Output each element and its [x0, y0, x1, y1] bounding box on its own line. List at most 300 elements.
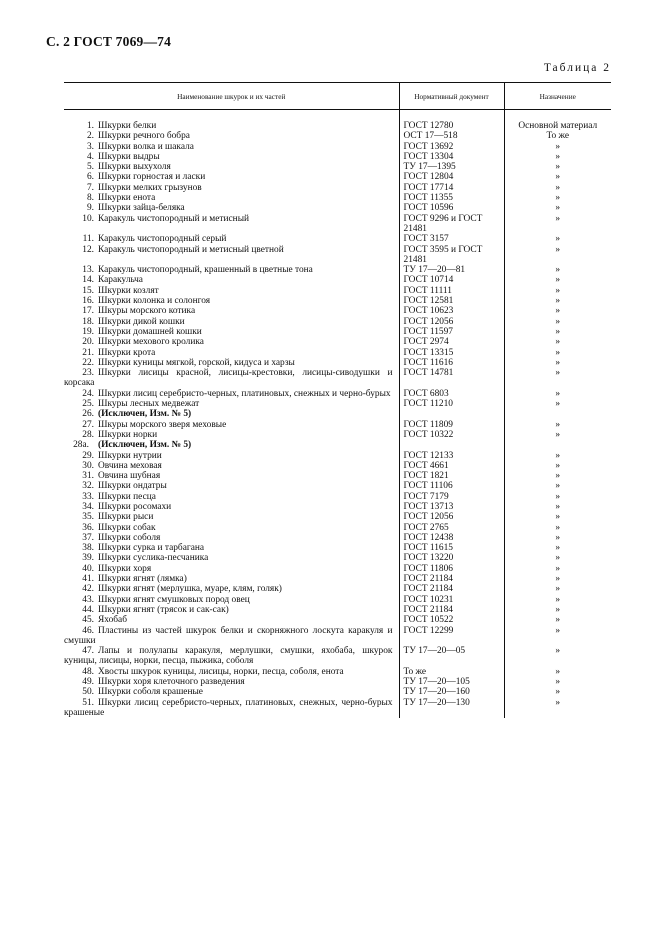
cell-name	[64, 430, 399, 440]
item-name: Шкурки мелких грызунов	[98, 182, 202, 193]
row-number: 31.	[82, 471, 94, 482]
cell-document: ГОСТ 4661	[399, 461, 504, 471]
item-name: Шкурки ондатры	[98, 481, 167, 492]
cell-document: ГОСТ 12133	[399, 451, 504, 461]
item-name: (Исключен, Изм. № 5)	[98, 409, 192, 420]
cell-purpose: »	[504, 502, 611, 512]
row-number: 26.	[82, 409, 94, 420]
table-row	[64, 162, 611, 172]
table-row	[64, 687, 611, 697]
cell-name	[64, 348, 399, 358]
cell-document: ТУ 17—20—05	[399, 646, 504, 667]
cell-name	[64, 420, 399, 430]
cell-purpose: »	[504, 471, 611, 481]
cell-name	[64, 203, 399, 213]
cell-name	[64, 110, 399, 132]
row-number: 21.	[82, 347, 94, 358]
cell-document: ГОСТ 12780	[399, 110, 504, 132]
row-number: 43.	[82, 594, 94, 605]
row-number: 9.	[86, 203, 94, 214]
row-number: 28а.	[73, 440, 89, 451]
item-name: Шкуры морского котика	[98, 306, 196, 317]
table-body	[64, 110, 611, 719]
row-number: 25.	[82, 399, 94, 410]
cell-purpose: »	[504, 451, 611, 461]
cell-document: ГОСТ 11106	[399, 481, 504, 491]
item-name: Шкурки ягнят (лямка)	[98, 574, 187, 585]
item-name: Шкурки хоря клеточного разведения	[98, 677, 245, 688]
cell-purpose: »	[504, 142, 611, 152]
cell-name	[64, 152, 399, 162]
cell-name	[64, 440, 399, 450]
row-number: 10.	[82, 213, 94, 224]
cell-document: ОСТ 17—518	[399, 131, 504, 141]
row-number: 51.	[82, 697, 94, 708]
cell-purpose: »	[504, 348, 611, 358]
cell-name	[64, 502, 399, 512]
table-row	[64, 451, 611, 461]
row-number: 16.	[82, 296, 94, 307]
cell-purpose: »	[504, 430, 611, 440]
row-number: 2.	[86, 131, 94, 142]
cell-document: ТУ 17—20—160	[399, 687, 504, 697]
table-row	[64, 317, 611, 327]
table-row	[64, 564, 611, 574]
cell-purpose: »	[504, 492, 611, 502]
cell-document: ГОСТ 6803	[399, 389, 504, 399]
item-name: Шкурки колонка и солонгоя	[98, 296, 211, 307]
item-name: Шкурки дикой кошки	[98, 316, 185, 327]
cell-purpose: »	[504, 574, 611, 584]
row-number: 37.	[82, 532, 94, 543]
table-row	[64, 172, 611, 182]
row-number: 23.	[82, 368, 94, 379]
cell-name	[64, 368, 399, 389]
item-name: Шкурки волка и шакала	[98, 141, 194, 152]
cell-purpose: »	[504, 358, 611, 368]
cell-document: ГОСТ 11111	[399, 286, 504, 296]
row-number: 11.	[82, 234, 94, 245]
cell-purpose: »	[504, 234, 611, 244]
table-row	[64, 337, 611, 347]
cell-document: ГОСТ 10714	[399, 275, 504, 285]
cell-document: ТУ 17—20—105	[399, 677, 504, 687]
table-row	[64, 430, 611, 440]
item-name: Шкурки лисицы красной, лисицы-крестовки, лисицы-сиводушки и корсака	[64, 368, 393, 389]
cell-document: ГОСТ 3595 и ГОСТ 21481	[399, 245, 504, 266]
table-header-row	[64, 83, 611, 110]
row-number: 8.	[86, 193, 94, 204]
cell-document	[399, 440, 504, 450]
cell-document: ГОСТ 17714	[399, 183, 504, 193]
row-number: 17.	[82, 306, 94, 317]
cell-purpose: »	[504, 646, 611, 667]
cell-document: ГОСТ 10623	[399, 306, 504, 316]
cell-purpose: »	[504, 172, 611, 182]
cell-purpose: »	[504, 214, 611, 235]
cell-document: ГОСТ 10522	[399, 615, 504, 625]
cell-purpose: »	[504, 265, 611, 275]
row-number: 41.	[82, 574, 94, 585]
item-name: Шкурки козлят	[98, 285, 159, 296]
cell-document	[399, 409, 504, 419]
row-number: 12.	[82, 244, 94, 255]
table-row	[64, 461, 611, 471]
cell-document: То же	[399, 667, 504, 677]
cell-name	[64, 296, 399, 306]
table-row	[64, 110, 611, 132]
row-number: 29.	[82, 450, 94, 461]
cell-document: ГОСТ 21184	[399, 584, 504, 594]
table-row	[64, 553, 611, 563]
cell-document: ГОСТ 1821	[399, 471, 504, 481]
cell-name	[64, 131, 399, 141]
row-number: 4.	[86, 151, 94, 162]
cell-document: ГОСТ 11616	[399, 358, 504, 368]
cell-document: ГОСТ 12581	[399, 296, 504, 306]
table-row	[64, 492, 611, 502]
cell-purpose: »	[504, 512, 611, 522]
cell-name	[64, 214, 399, 235]
column-header-purpose: Назначение	[504, 83, 611, 110]
table-row	[64, 152, 611, 162]
table-row	[64, 584, 611, 594]
item-name: Шкурки собак	[98, 522, 156, 533]
cell-purpose: »	[504, 162, 611, 172]
cell-name	[64, 595, 399, 605]
item-name: Шкурки соболя крашеные	[98, 687, 203, 698]
cell-name	[64, 564, 399, 574]
item-name: Шкурки рыси	[98, 512, 154, 523]
item-name: Каракуль чистопородный серый	[98, 234, 227, 245]
cell-purpose: »	[504, 481, 611, 491]
cell-name	[64, 687, 399, 697]
item-name: Хвосты шкурок куницы, лисицы, норки, песца, соболя, енота	[98, 666, 344, 677]
cell-purpose: »	[504, 193, 611, 203]
cell-name	[64, 245, 399, 266]
cell-name	[64, 646, 399, 667]
cell-purpose: »	[504, 368, 611, 389]
row-number: 40.	[82, 563, 94, 574]
item-name: Шкурки горностая и ласки	[98, 172, 206, 183]
row-number: 38.	[82, 543, 94, 554]
item-name: Пластины из частей шкурок белки и скорняжного лоскута каракуля и смушки	[64, 625, 393, 646]
row-number: 5.	[86, 162, 94, 173]
row-number: 3.	[86, 141, 94, 152]
cell-name	[64, 162, 399, 172]
item-name: Лапы и полулапы каракуля, мерлушки, смушки, яхобаба, шкурок куницы, лисицы, норки, песца, пыжика, соболя	[64, 646, 393, 667]
table-row	[64, 543, 611, 553]
cell-name	[64, 626, 399, 647]
table-row	[64, 358, 611, 368]
row-number: 24.	[82, 388, 94, 399]
row-number: 49.	[82, 677, 94, 688]
table-row	[64, 214, 611, 235]
row-number: 32.	[82, 481, 94, 492]
item-name: Шкурки домашней кошки	[98, 326, 202, 337]
item-name: Шкурки сурка и тарбагана	[98, 543, 205, 554]
item-name: Шкурки норки	[98, 429, 158, 440]
cell-document: ГОСТ 10231	[399, 595, 504, 605]
cell-name	[64, 193, 399, 203]
item-name: Шкурки речного бобра	[98, 131, 190, 142]
cell-name	[64, 605, 399, 615]
row-number: 28.	[82, 429, 94, 440]
cell-name	[64, 183, 399, 193]
item-name: Каракуль чистопородный, крашенный в цветные тона	[98, 265, 313, 276]
table-row	[64, 131, 611, 141]
row-number: 50.	[82, 687, 94, 698]
row-number: 14.	[82, 275, 94, 286]
cell-document: ГОСТ 2765	[399, 523, 504, 533]
item-name: Шкурки выхухоля	[98, 162, 171, 173]
cell-document: ГОСТ 13692	[399, 142, 504, 152]
cell-name	[64, 471, 399, 481]
cell-name	[64, 512, 399, 522]
table-row	[64, 265, 611, 275]
cell-document: ТУ 17—1395	[399, 162, 504, 172]
cell-document: ГОСТ 10596	[399, 203, 504, 213]
cell-name	[64, 265, 399, 275]
cell-purpose: »	[504, 183, 611, 193]
cell-document: ГОСТ 13315	[399, 348, 504, 358]
cell-document: ГОСТ 11210	[399, 399, 504, 409]
table-row	[64, 245, 611, 266]
row-number: 34.	[82, 501, 94, 512]
cell-purpose: »	[504, 584, 611, 594]
cell-purpose: »	[504, 286, 611, 296]
item-name: Шкурки крота	[98, 347, 156, 358]
cell-document: ГОСТ 21184	[399, 574, 504, 584]
cell-name	[64, 399, 399, 409]
item-name: Шкурки мехового кролика	[98, 337, 204, 348]
item-name: Каракульча	[98, 275, 143, 286]
row-number: 22.	[82, 357, 94, 368]
table-label: Таблица 2	[543, 62, 611, 74]
cell-purpose: »	[504, 615, 611, 625]
table-row	[64, 234, 611, 244]
column-header-name: Наименование шкурок и их частей	[64, 83, 399, 110]
cell-name	[64, 234, 399, 244]
table-row	[64, 286, 611, 296]
table-row	[64, 605, 611, 615]
table-row	[64, 348, 611, 358]
cell-document: ГОСТ 11597	[399, 327, 504, 337]
row-number: 20.	[82, 337, 94, 348]
table-row	[64, 512, 611, 522]
item-name: Шкурки соболя	[98, 532, 161, 543]
table-row	[64, 626, 611, 647]
cell-name	[64, 533, 399, 543]
cell-purpose: То же	[504, 131, 611, 141]
cell-name	[64, 574, 399, 584]
row-number: 30.	[82, 460, 94, 471]
table-row	[64, 595, 611, 605]
table-row	[64, 440, 611, 450]
table-row	[64, 409, 611, 419]
cell-name	[64, 584, 399, 594]
cell-purpose: »	[504, 543, 611, 553]
item-name: (Исключен, Изм. № 5)	[98, 440, 192, 451]
row-number: 1.	[86, 121, 94, 131]
cell-document: ГОСТ 11615	[399, 543, 504, 553]
cell-purpose: »	[504, 420, 611, 430]
cell-name	[64, 667, 399, 677]
cell-purpose: »	[504, 296, 611, 306]
cell-purpose: »	[504, 677, 611, 687]
cell-purpose: Основной материал	[504, 110, 611, 132]
cell-document: ГОСТ 13220	[399, 553, 504, 563]
cell-purpose: »	[504, 553, 611, 563]
item-name: Шкурки лисиц серебристо-черных, платиновых, снежных, черно-бурых крашеные	[64, 697, 393, 718]
item-name: Шкурки суслика-песчаника	[98, 553, 209, 564]
cell-name	[64, 286, 399, 296]
cell-document: ГОСТ 13713	[399, 502, 504, 512]
cell-name	[64, 543, 399, 553]
table-row	[64, 183, 611, 193]
cell-document: ГОСТ 13304	[399, 152, 504, 162]
row-number: 39.	[82, 553, 94, 564]
cell-document: ГОСТ 12299	[399, 626, 504, 647]
item-name: Шкурки хоря	[98, 563, 152, 574]
table-row	[64, 275, 611, 285]
item-name: Яхобаб	[98, 615, 127, 626]
cell-document: ГОСТ 10322	[399, 430, 504, 440]
item-name: Шкурки росомахи	[98, 501, 172, 512]
table-row	[64, 389, 611, 399]
cell-purpose: »	[504, 564, 611, 574]
cell-document: ГОСТ 9296 и ГОСТ 21481	[399, 214, 504, 235]
cell-purpose: »	[504, 698, 611, 719]
table-row	[64, 142, 611, 152]
cell-name	[64, 481, 399, 491]
table-row	[64, 615, 611, 625]
cell-name	[64, 451, 399, 461]
item-name: Шкурки выдры	[98, 151, 160, 162]
cell-purpose	[504, 440, 611, 450]
item-name: Шкурки белки	[98, 121, 157, 131]
cell-name	[64, 615, 399, 625]
table-row	[64, 296, 611, 306]
table-row	[64, 698, 611, 719]
cell-name	[64, 677, 399, 687]
cell-document: ГОСТ 2974	[399, 337, 504, 347]
row-number: 33.	[82, 491, 94, 502]
item-name: Шкуры морского зверя меховые	[98, 419, 227, 430]
row-number: 18.	[82, 316, 94, 327]
cell-name	[64, 337, 399, 347]
item-name: Шкурки ягнят (мерлушка, муаре, клям, голяк)	[98, 584, 282, 595]
item-name: Шкурки енота	[98, 193, 156, 204]
cell-name	[64, 358, 399, 368]
row-number: 19.	[82, 326, 94, 337]
standards-table	[64, 82, 611, 718]
cell-purpose: »	[504, 687, 611, 697]
cell-purpose: »	[504, 275, 611, 285]
table-row	[64, 646, 611, 667]
item-name: Шкурки ягнят смушковых пород овец	[98, 594, 250, 605]
row-number: 7.	[86, 182, 94, 193]
table-row	[64, 193, 611, 203]
cell-document: ГОСТ 14781	[399, 368, 504, 389]
item-name: Шкурки ягнят (трясок и сак-сак)	[98, 604, 229, 615]
page-header: С. 2 ГОСТ 7069—74	[46, 34, 172, 49]
item-name: Каракуль чистопородный и метисный цветной	[98, 244, 284, 255]
row-number: 48.	[82, 666, 94, 677]
cell-purpose: »	[504, 327, 611, 337]
row-number: 42.	[82, 584, 94, 595]
cell-document: ГОСТ 11806	[399, 564, 504, 574]
table-row	[64, 368, 611, 389]
cell-name	[64, 306, 399, 316]
cell-document: ГОСТ 12056	[399, 512, 504, 522]
cell-purpose: »	[504, 595, 611, 605]
row-number: 47.	[82, 646, 94, 657]
table-row	[64, 471, 611, 481]
row-number: 13.	[82, 265, 94, 276]
cell-document: ТУ 17—20—81	[399, 265, 504, 275]
cell-name	[64, 317, 399, 327]
item-name: Шкурки лисиц серебристо-черных, платиновых, снежных и черно-бурых	[98, 388, 391, 399]
cell-name	[64, 492, 399, 502]
cell-document: ГОСТ 11809	[399, 420, 504, 430]
item-name: Каракуль чистопородный и метисный	[98, 213, 250, 224]
cell-name	[64, 142, 399, 152]
cell-purpose: »	[504, 389, 611, 399]
item-name: Шкуры лесных медвежат	[98, 399, 200, 410]
row-number: 45.	[82, 615, 94, 626]
row-number: 44.	[82, 604, 94, 615]
cell-purpose: »	[504, 605, 611, 615]
cell-purpose: »	[504, 626, 611, 647]
cell-purpose	[504, 409, 611, 419]
table-row	[64, 677, 611, 687]
cell-name	[64, 327, 399, 337]
table-row	[64, 399, 611, 409]
cell-document: ГОСТ 12804	[399, 172, 504, 182]
table-row	[64, 533, 611, 543]
item-name: Шкурки куницы мягкой, горской, кидуса и харзы	[98, 357, 295, 368]
table-row	[64, 203, 611, 213]
cell-purpose: »	[504, 317, 611, 327]
cell-name	[64, 523, 399, 533]
cell-purpose: »	[504, 533, 611, 543]
table-row	[64, 327, 611, 337]
row-number: 35.	[82, 512, 94, 523]
cell-document: ГОСТ 21184	[399, 605, 504, 615]
cell-document: ГОСТ 12056	[399, 317, 504, 327]
cell-purpose: »	[504, 337, 611, 347]
cell-name	[64, 553, 399, 563]
cell-purpose: »	[504, 152, 611, 162]
cell-purpose: »	[504, 203, 611, 213]
cell-purpose: »	[504, 461, 611, 471]
row-number: 27.	[82, 419, 94, 430]
row-number: 36.	[82, 522, 94, 533]
cell-document: ГОСТ 12438	[399, 533, 504, 543]
cell-document: ГОСТ 11355	[399, 193, 504, 203]
table-row	[64, 420, 611, 430]
cell-name	[64, 461, 399, 471]
cell-document: ТУ 17—20—130	[399, 698, 504, 719]
standards-table-grid	[64, 82, 611, 718]
row-number: 15.	[82, 285, 94, 296]
cell-name	[64, 409, 399, 419]
column-header-document: Нормативный документ	[399, 83, 504, 110]
cell-name	[64, 698, 399, 719]
cell-purpose: »	[504, 306, 611, 316]
cell-purpose: »	[504, 667, 611, 677]
